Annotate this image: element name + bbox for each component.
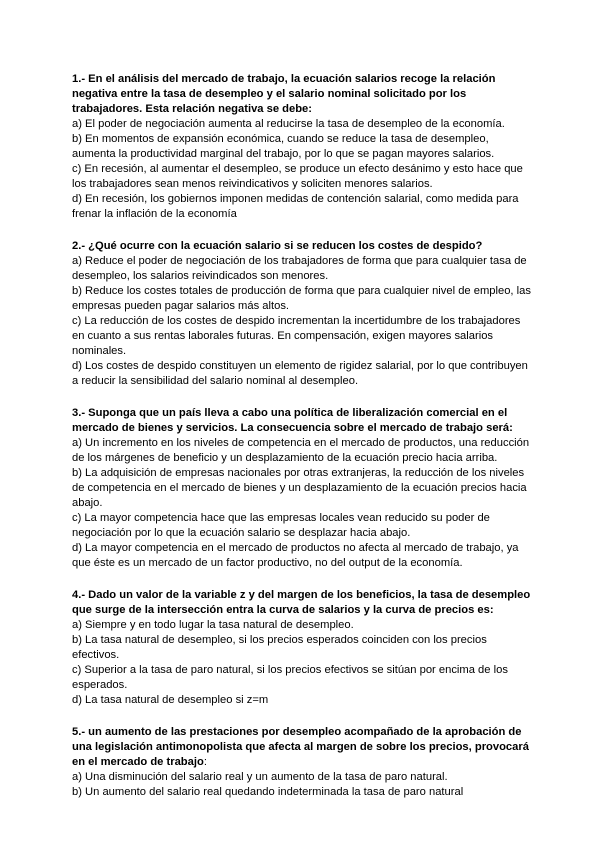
stem-colon: : [203, 756, 207, 768]
answer-option: d) Los costes de despido constituyen un elemento de rigidez salarial, por lo que contribuyen a reducir la sensibilidad del salario nominal al desempleo. [72, 360, 528, 387]
answer-option: c) Superior a la tasa de paro natural, si los precios efectivos se sitúan por encima de los esperados. [72, 664, 508, 691]
question-2 [72, 239, 532, 389]
answer-option: a) Siempre y en todo lugar la tasa natural de desempleo. [72, 619, 354, 631]
question-stem: 3.- Suponga que un país lleva a cabo una política de liberalización comercial en el mercado de bienes y servicios. La consecuencia sobre el mercado de trabajo será: [72, 407, 513, 434]
answer-option: a) Una disminución del salario real y un aumento de la tasa de paro natural. [72, 771, 448, 783]
answer-option: c) En recesión, al aumentar el desempleo, se produce un efecto desánimo y esto hace que los trabajadores sean menos reivindicativos y soliciten menores salarios. [72, 163, 523, 190]
document-page [72, 72, 532, 817]
question-stem: 1.- En el análisis del mercado de trabajo, la ecuación salarios recoge la relación negativa entre la tasa de desempleo y el salario nominal solicitado por los trabajadores. Esta relación negativa se debe: [72, 73, 496, 115]
answer-option: c) La reducción de los costes de despido incrementan la incertidumbre de los trabajadores en cuanto a sus rentas laborales futuras. En compensación, exigen mayores salarios nominales. [72, 315, 521, 357]
answer-option: d) La mayor competencia en el mercado de productos no afecta al mercado de trabajo, ya que éste es un mercado de un factor productivo, no del output de la economía. [72, 542, 519, 569]
answer-option: b) La adquisición de empresas nacionales por otras extranjeras, la reducción de los niveles de competencia en el mercado de bienes y un desplazamiento de la ecuación precios hacia abajo. [72, 467, 527, 509]
answer-option: b) Reduce los costes totales de producción de forma que para cualquier nivel de empleo, las empresas pueden pagar salarios más altos. [72, 285, 531, 312]
answer-option: a) Un incremento en los niveles de competencia en el mercado de productos, una reducción de los márgenes de beneficio y un desplazamiento de la ecuación precio hacia arriba. [72, 437, 530, 464]
answer-option: b) En momentos de expansión económica, cuando se reduce la tasa de desempleo, aumenta la productividad marginal del trabajo, por lo que se pagan mayores salarios. [72, 133, 495, 160]
answer-option: d) La tasa natural de desempleo si z=m [72, 694, 269, 706]
answer-option: c) La mayor competencia hace que las empresas locales vean reducido su poder de negociación por lo que la ecuación salario se desplazar hacia abajo. [72, 512, 490, 539]
question-stem: 2.- ¿Qué ocurre con la ecuación salario si se reducen los costes de despido? [72, 240, 483, 252]
answer-option: d) En recesión, los gobiernos imponen medidas de contención salarial, como medida para frenar la inflación de la economía [72, 193, 519, 220]
question-5 [72, 725, 532, 800]
question-1 [72, 72, 532, 222]
answer-option: a) Reduce el poder de negociación de los trabajadores de forma que para cualquier tasa de desempleo, los salarios reivindicados son menores. [72, 255, 527, 282]
answer-option: b) La tasa natural de desempleo, si los precios esperados coinciden con los precios efectivos. [72, 634, 487, 661]
answer-option: a) El poder de negociación aumenta al reducirse la tasa de desempleo de la economía. [72, 118, 505, 130]
question-stem: 5.- un aumento de las prestaciones por desempleo acompañado de la aprobación de una legislación antimonopolista que afecta al margen de sobre los precios, provocará en el mercado de trabajo: [72, 726, 529, 768]
question-3 [72, 406, 532, 571]
question-stem: 4.- Dado un valor de la variable z y del margen de los beneficios, la tasa de desempleo que surge de la intersección entra la curva de salarios y la curva de precios es: [72, 589, 531, 616]
answer-option: b) Un aumento del salario real quedando indeterminada la tasa de paro natural [72, 786, 464, 798]
question-4 [72, 588, 532, 708]
